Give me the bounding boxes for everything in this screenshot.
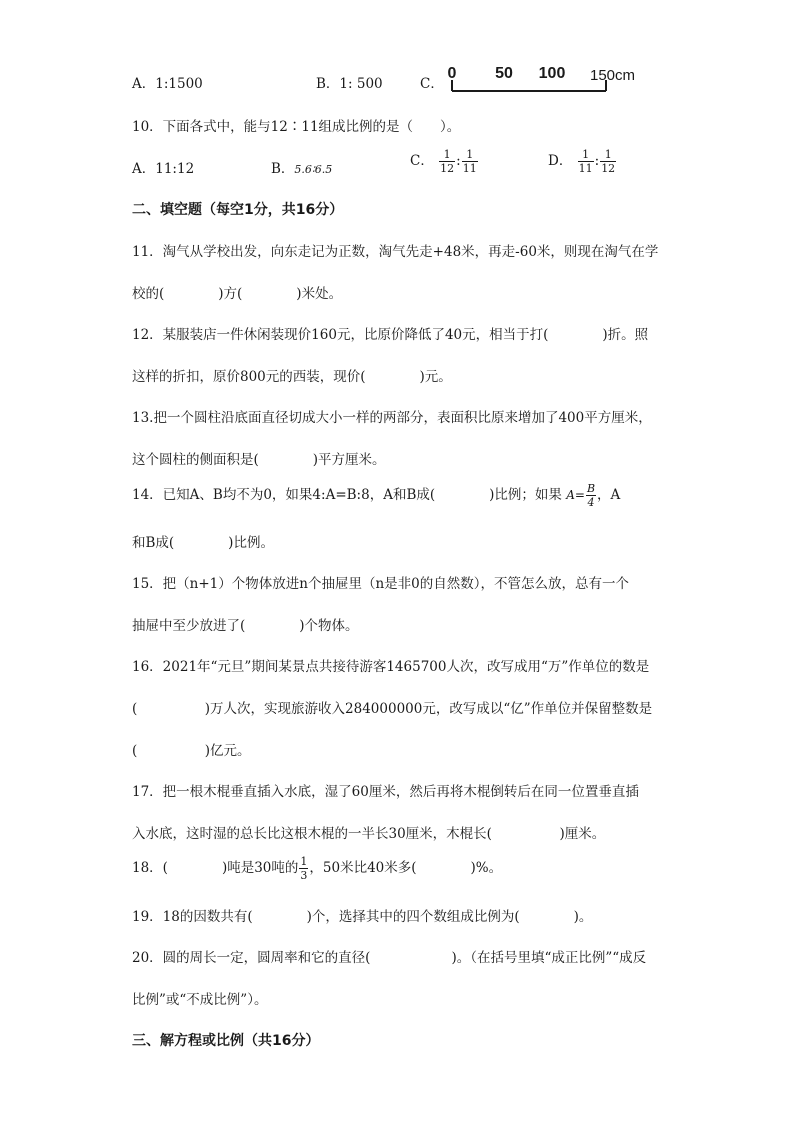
q9-option-c-label: C． bbox=[420, 76, 444, 92]
ruler-label-150cm: 150cm bbox=[590, 67, 636, 84]
q10-option-c bbox=[410, 148, 479, 175]
q10-option-b-label: B． bbox=[271, 161, 295, 177]
q10-option-d-label: D． bbox=[548, 153, 573, 169]
ruler-label-50: 50 bbox=[495, 65, 513, 82]
q18-fraction: $\frac{1}{3}$ bbox=[300, 855, 308, 882]
q10-option-c-label: C． bbox=[410, 153, 434, 169]
section-3-heading: 三、解方程或比例（共16分） bbox=[132, 1033, 320, 1049]
q18-text-a: 18．( )吨是30吨的 bbox=[132, 860, 299, 876]
q16-line-1: 16．2021年“元旦”期间某景点共接待游客1465700人次，改写成用“万”作单位的数是 bbox=[132, 659, 650, 675]
q17-line-2: 入水底，这时湿的总长比这根木棍的一半长30厘米，木棍长( )厘米。 bbox=[132, 826, 606, 842]
q14-line-2: 和B成( )比例。 bbox=[132, 535, 274, 551]
q14-eq-fraction: $\frac{B}{4}$ bbox=[586, 482, 596, 509]
q13-line-2: 这个圆柱的侧面积是( )平方厘米。 bbox=[132, 452, 386, 468]
ruler-label-100: 100 bbox=[538, 65, 566, 82]
q16-line-3: ( )亿元。 bbox=[132, 743, 251, 759]
q12-line-2: 这样的折扣，原价800元的西装，现价( )元。 bbox=[132, 369, 452, 385]
q10-stem: 10．下面各式中，能与12∶11组成比例的是（ ）。 bbox=[132, 119, 461, 135]
q10-c-fraction-2: $\frac{1}{11}$ bbox=[462, 148, 477, 175]
q14-text-b: ，A bbox=[597, 487, 621, 503]
q14-eq-a: A bbox=[566, 488, 575, 502]
q10-d-fraction-1: $\frac{1}{11}$ bbox=[578, 148, 593, 175]
q10-d-fraction-2: $\frac{1}{12}$ bbox=[601, 148, 616, 175]
q10-option-a: A．11:12 bbox=[132, 161, 195, 177]
q10-option-b-value: 5.6∶6.5 bbox=[294, 163, 333, 176]
q15-line-2: 抽屉中至少放进了( )个物体。 bbox=[132, 618, 359, 634]
q18-line bbox=[132, 855, 502, 882]
q10-c-colon: : bbox=[456, 153, 461, 169]
q10-option-b bbox=[271, 157, 332, 177]
q13-line-1: 13.把一个圆柱沿底面直径切成大小一样的两部分，表面积比原来增加了400平方厘米， bbox=[132, 410, 652, 426]
q14-line-1 bbox=[132, 482, 620, 509]
q20-line-2: 比例”或“不成比例”）。 bbox=[132, 992, 268, 1008]
q18-text-b: ，50米比40米多( )%。 bbox=[309, 860, 503, 876]
q9-scale-ruler bbox=[440, 62, 640, 98]
q14-eq-sign: = bbox=[574, 488, 585, 502]
q9-option-a: A．1:1500 bbox=[132, 76, 203, 92]
q16-line-2: ( )万人次，实现旅游收入284000000元，改写成以“亿”作单位并保留整数是 bbox=[132, 701, 653, 717]
q10-c-fraction-1: $\frac{1}{12}$ bbox=[440, 148, 455, 175]
q11-line-1: 11．淘气从学校出发，向东走记为正数，淘气先走+48米，再走-60米，则现在淘气在学 bbox=[132, 244, 659, 260]
q10-d-colon: : bbox=[594, 153, 600, 169]
ruler-label-0: 0 bbox=[447, 65, 457, 82]
section-2-heading: 二、填空题（每空1分，共16分） bbox=[132, 202, 344, 218]
q15-line-1: 15．把（n+1）个物体放进n个抽屉里（n是非0的自然数），不管怎么放，总有一个 bbox=[132, 576, 630, 592]
q20-line-1: 20．圆的周长一定，圆周率和它的直径( )。（在括号里填“成正比例”“成反 bbox=[132, 950, 647, 966]
q9-option-b: B．1: 500 bbox=[316, 76, 383, 92]
q19-line: 19．18的因数共有( )个，选择其中的四个数组成比例为( )。 bbox=[132, 909, 593, 925]
q12-line-1: 12．某服装店一件休闲装现价160元，比原价降低了40元，相当于打( )折。照 bbox=[132, 327, 649, 343]
q14-text-a: 14．已知A、B均不为0，如果4:A=B:8，A和B成( )比例；如果 bbox=[132, 487, 562, 503]
q11-line-2: 校的( )方( )米处。 bbox=[132, 286, 343, 302]
q17-line-1: 17．把一根木棍垂直插入水底，湿了60厘米，然后再将木棍倒转后在同一位置垂直插 bbox=[132, 784, 639, 800]
q10-option-d bbox=[548, 148, 617, 175]
